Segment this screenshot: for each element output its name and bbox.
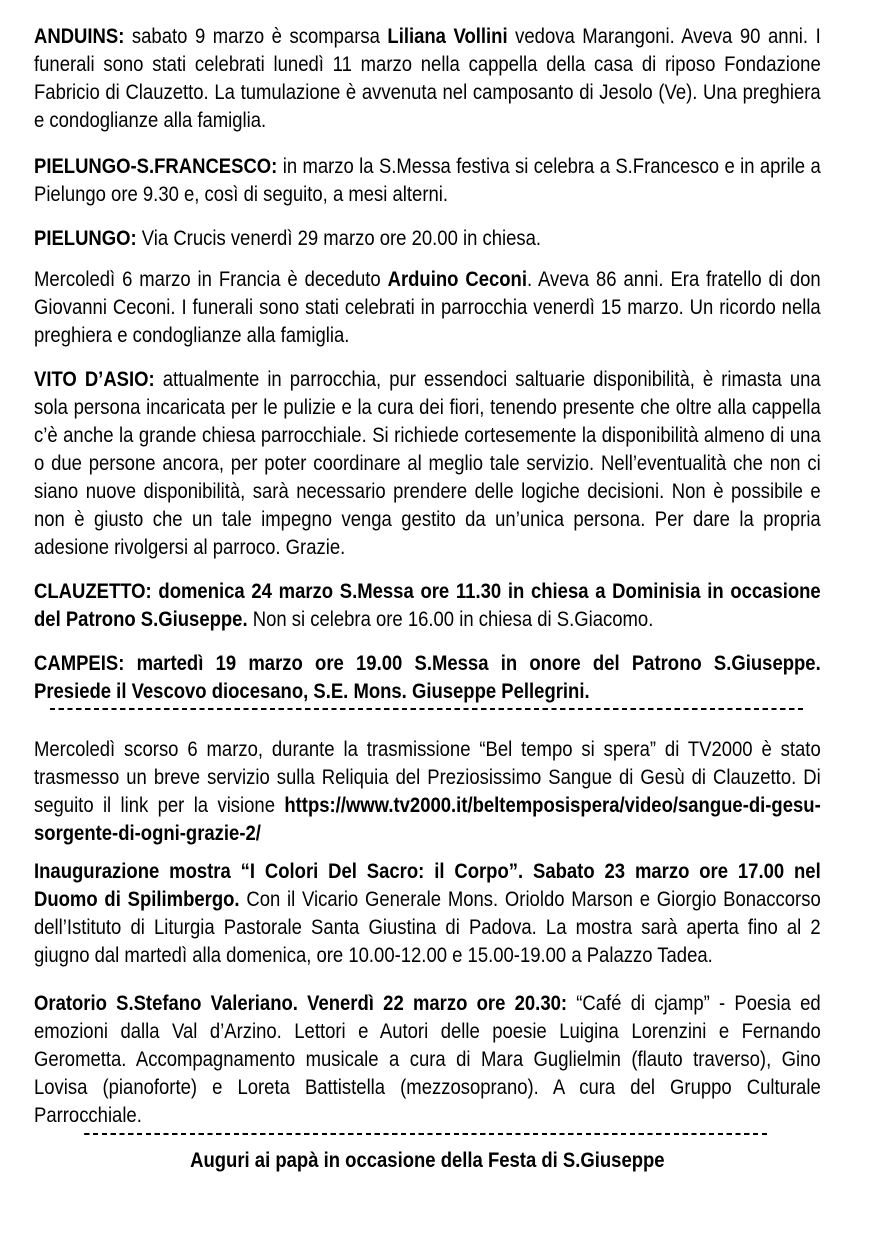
paragraph-clauzetto [34, 578, 821, 634]
closing-wishes [34, 1147, 821, 1175]
paragraph-mostra-colori-del-sacro [34, 858, 821, 970]
bold-text-run: CAMPEIS: martedì 19 marzo ore 19.00 S.Messa in onore del Patrono S.Giuseppe. Presiede il Vescovo diocesano, S.E. Mons. Giuseppe Pellegrini. [34, 652, 821, 703]
dashed-separator-2 [84, 1133, 767, 1135]
text-run: Non si celebra ore 16.00 in chiesa di S.Giacomo. [247, 608, 654, 631]
paragraph-arduino-ceconi [34, 266, 821, 350]
paragraph-pielungo-viacrucis [34, 225, 821, 253]
text-run: in marzo la S.Messa festiva si celebra a S.Francesco e in aprile a Pielungo ore 9.30 e, così di seguito, a mesi alterni. [34, 155, 821, 206]
text-run: Mercoledì 6 marzo in Francia è deceduto [34, 268, 388, 291]
paragraph-pielungo-sfrancesco [34, 153, 821, 209]
bold-text-run: VITO D’ASIO: [34, 368, 155, 391]
bulletin-document [34, 23, 821, 1175]
bold-text-run: CLAUZETTO: domenica 24 marzo S.Messa ore 11.30 in chiesa a Dominisia in occasione del Patrono S.Giuseppe. [34, 580, 821, 631]
bold-text-run: Liliana Vollini [387, 25, 508, 48]
text-run: “Café di cjamp” - Poesia ed emozioni dalla Val d’Arzino. Lettori e Autori delle poesie Luigina Lorenzini e Fernando Gerometta. Accompagnamento musicale a cura di Mara Guglielmin (flauto traverso), Gino Lovisa (pianoforte) e Loreta Battistella (mezzosoprano). A cura del Gruppo Culturale Parrocchiale. [34, 992, 821, 1127]
bold-text-run: Auguri ai papà in occasione della Festa di S.Giuseppe [190, 1149, 665, 1172]
dashed-separator-1 [50, 708, 803, 710]
bold-text-run: PIELUNGO: [34, 227, 137, 250]
tv2000-link-text: https://www.tv2000.it/beltemposispera/video/sangue-di-gesu-sorgente-di-ogni-grazie-2/ [34, 794, 821, 845]
paragraph-campeis [34, 650, 821, 706]
paragraph-oratorio-cafe-di-cjamp [34, 990, 821, 1130]
paragraph-vito-dasio [34, 366, 821, 562]
text-run: vedova Marangoni. Aveva 90 anni. I funerali sono stati celebrati lunedì 11 marzo nella cappella della casa di riposo Fondazione Fabricio di Clauzetto. La tumulazione è avvenuta nel camposanto di Jesolo (Ve). Una preghiera e condoglianze alla famiglia. [34, 25, 821, 132]
paragraph-tv2000-servizio [34, 736, 821, 848]
bold-text-run: Inaugurazione mostra “I Colori Del Sacro: il Corpo”. Sabato 23 marzo ore 17.00 nel Duomo di Spilimbergo. [34, 860, 821, 911]
bold-text-run: ANDUINS: [34, 25, 125, 48]
text-run: sabato 9 marzo è scomparsa [124, 25, 388, 48]
text-run: Via Crucis venerdì 29 marzo ore 20.00 in chiesa. [136, 227, 542, 250]
bold-text-run: Arduino Ceconi [387, 268, 527, 291]
paragraph-anduins [34, 23, 821, 135]
text-run: . Aveva 86 anni. Era fratello di don Giovanni Ceconi. I funerali sono stati celebrati in parrocchia venerdì 15 marzo. Un ricordo nella preghiera e condoglianze alla famiglia. [34, 268, 821, 347]
text-run: attualmente in parrocchia, pur essendoci saltuarie disponibilità, è rimasta una sola persona incaricata per le pulizie e la cura dei fiori, tenendo presente che oltre alla cappella c’è anche la grande chiesa parrocchiale. Si richiede cortesemente la disponibilità almeno di una o due persone ancora, per poter coordinare al meglio tale servizio. Nell’eventualità che non ci siano nuove disponibilità, sarà necessario prendere delle logiche decisioni. Non è possibile e non è giusto che un tale impegno venga gestito da un’unica persona. Per dare la propria adesione rivolgersi al parroco. Grazie. [34, 368, 821, 559]
bold-text-run: Oratorio S.Stefano Valeriano. Venerdì 22 marzo ore 20.30: [34, 992, 568, 1015]
bold-text-run: PIELUNGO-S.FRANCESCO: [34, 155, 278, 178]
text-run: Mercoledì scorso 6 marzo, durante la trasmissione “Bel tempo si spera” di TV2000 è stato trasmesso un breve servizio sulla Reliquia del Preziosissimo Sangue di Gesù di Clauzetto. Di seguito il link per la visione [34, 738, 821, 817]
text-run: Con il Vicario Generale Mons. Orioldo Marson e Giorgio Bonaccorso dell’Istituto di Liturgia Pastorale Santa Giustina di Padova. La mostra sarà aperta fino al 2 giugno dal martedì alla domenica, ore 10.00-12.00 e 15.00-19.00 a Palazzo Tadea. [34, 888, 821, 967]
